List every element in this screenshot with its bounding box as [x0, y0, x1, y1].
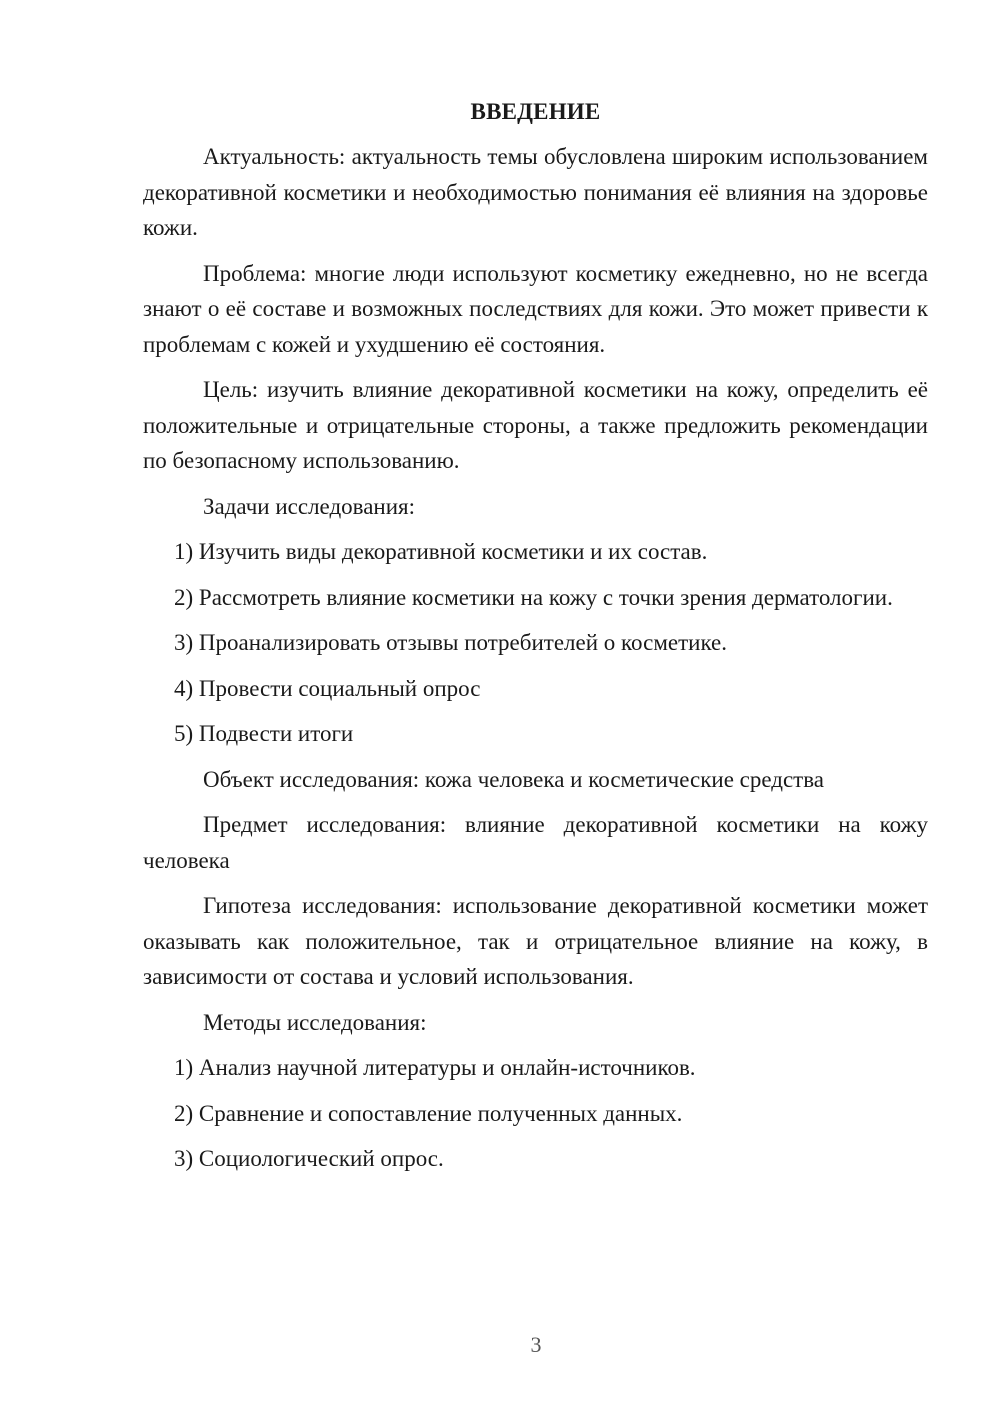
- task-item-3: 3) Проанализировать отзывы потребителей о косметике.: [174, 630, 727, 655]
- task-item-4: 4) Провести социальный опрос: [174, 675, 481, 701]
- page-content: [143, 94, 928, 1187]
- method-item-2: 2) Сравнение и сопоставление полученных данных.: [174, 1100, 683, 1126]
- problem-paragraph: Проблема: многие люди используют косметику ежедневно, но не всегда знают о её составе и возможных последствиях для кожи. Это может привести к проблемам с кожей и ухудшению её состояния.: [143, 260, 928, 357]
- tasks-heading: Задачи исследования:: [203, 493, 416, 519]
- task-item-2: 2) Рассмотреть влияние косметики на кожу с точки зрения дерматологии.: [174, 584, 893, 610]
- methods-heading: Методы исследования:: [203, 1009, 427, 1035]
- page-title: ВВЕДЕНИЕ: [470, 99, 601, 124]
- page-number: 3: [530, 1332, 542, 1357]
- task-item-1: 1) Изучить виды декоративной косметики и их состав.: [174, 539, 708, 564]
- subject-paragraph: Предмет исследования: влияние декоративной косметики на кожу человека: [143, 812, 928, 873]
- method-item-3: 3) Социологический опрос.: [174, 1146, 444, 1171]
- task-item-5: 5) Подвести итоги: [174, 721, 354, 746]
- object-paragraph: Объект исследования: кожа человека и косметические средства: [203, 766, 824, 792]
- method-item-1: 1) Анализ научной литературы и онлайн-источников.: [174, 1055, 696, 1080]
- goal-paragraph: Цель: изучить влияние декоративной косметики на кожу, определить её положительные и отрицательные стороны, а также предложить рекомендации по безопасному использованию.: [143, 377, 928, 473]
- hypothesis-paragraph: Гипотеза исследования: использование декоративной косметики может оказывать как положительное, так и отрицательное влияние на кожу, в зависимости от состава и условий использования.: [143, 893, 928, 989]
- relevance-paragraph: Актуальность: актуальность темы обусловлена широким использованием декоративной косметики и необходимостью понимания её влияния на здоровье кожи.: [143, 144, 928, 240]
